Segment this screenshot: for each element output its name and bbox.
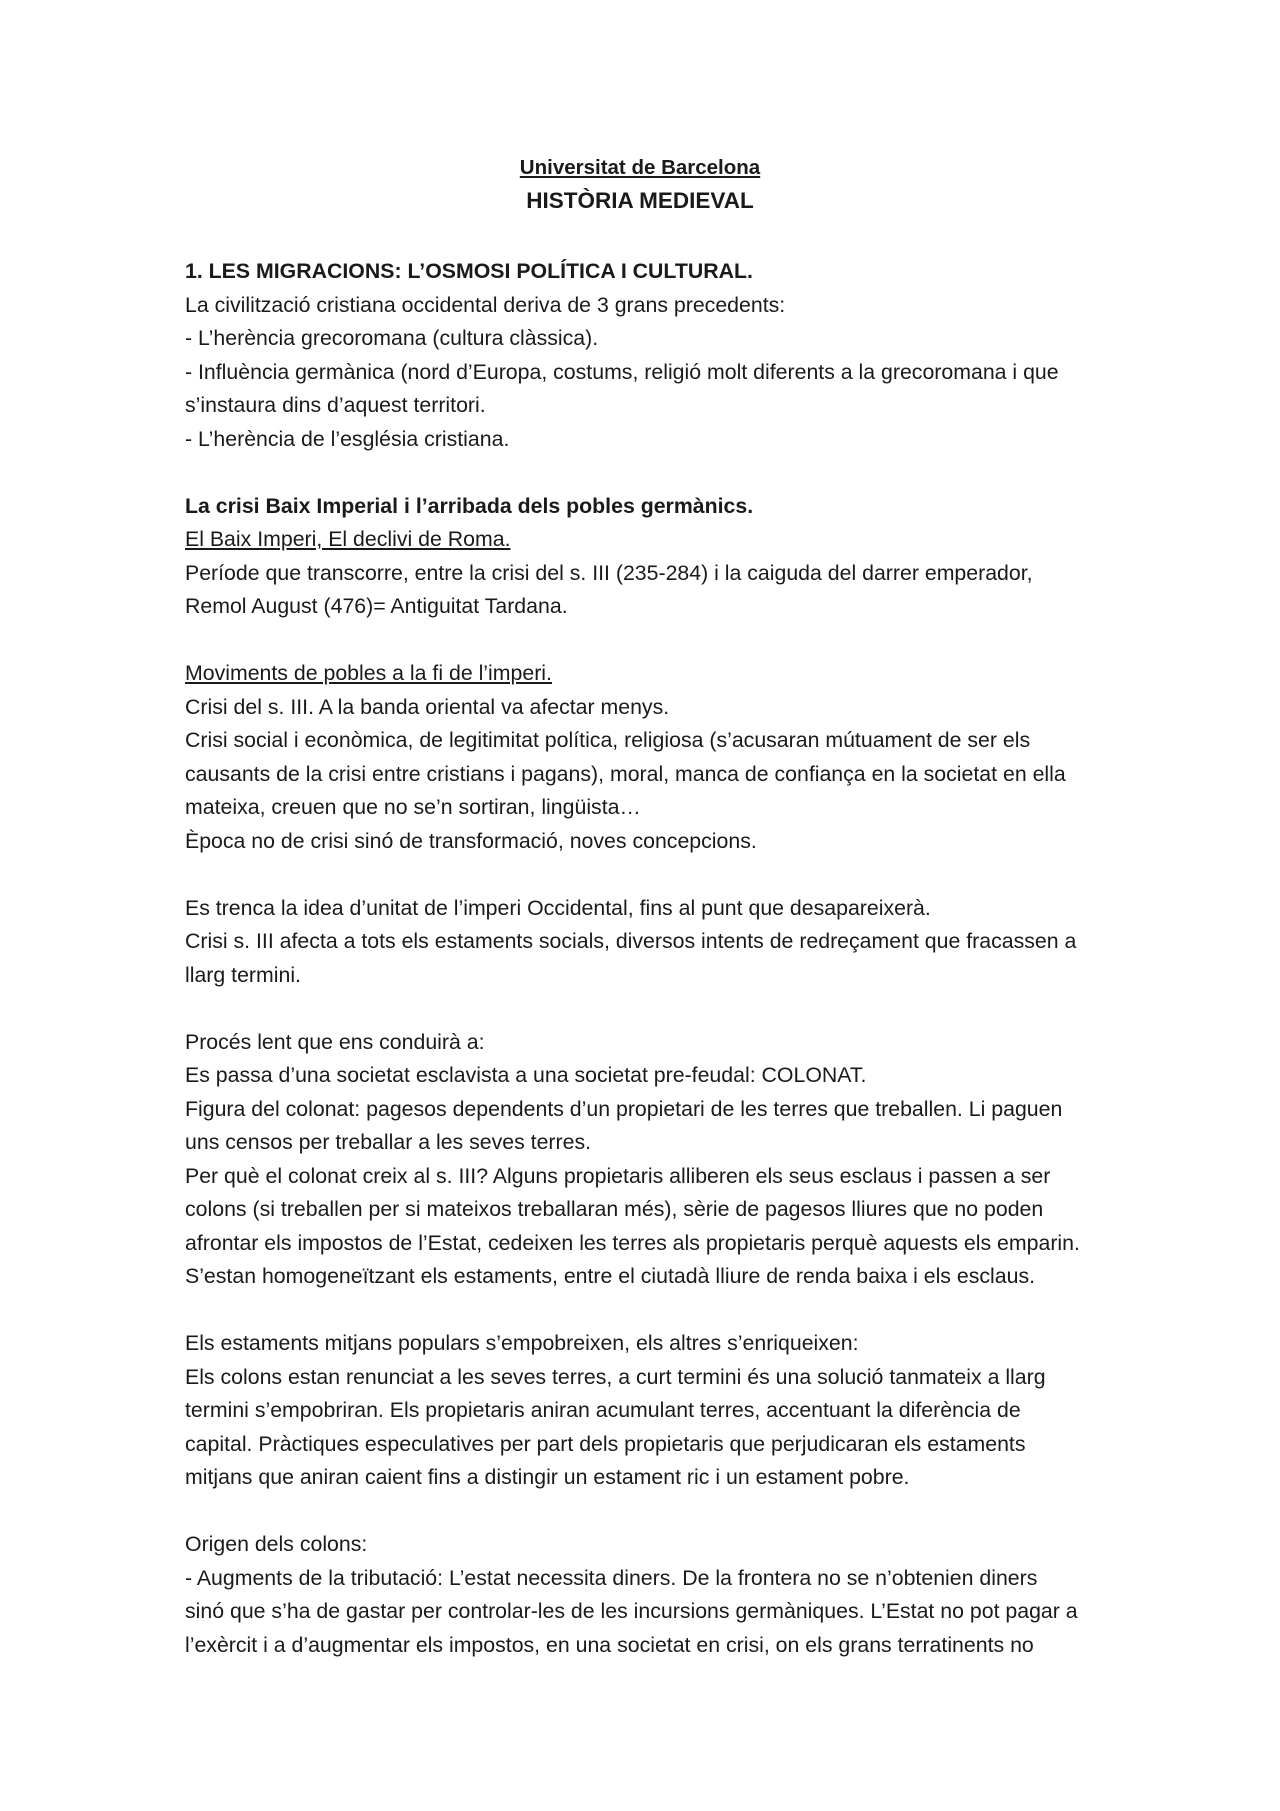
text-line: Es trenca la idea d’unitat de l’imperi Occidental, fins al punt que desapareixerà.	[185, 895, 931, 920]
text-line: La civilització cristiana occidental deriva de 3 grans precedents:	[185, 292, 786, 317]
text-line: causants de la crisi entre cristians i pagans), moral, manca de confiança en la societat en ella	[185, 761, 1066, 786]
text-line: - L’herència grecoromana (cultura clàssica).	[185, 326, 599, 350]
text-line: - Influència germànica (nord d’Europa, costums, religió molt diferents a la grecoromana i que	[185, 359, 1059, 384]
text-line: - L’herència de l’església cristiana.	[185, 426, 510, 451]
paragraph-gap	[185, 1294, 1105, 1328]
text-line: Crisi del s. III. A la banda oriental va afectar menys.	[185, 694, 670, 719]
text-line: Procés lent que ens conduirà a:	[185, 1029, 485, 1054]
paragraph-gap	[185, 992, 1105, 1026]
text-line: l’exèrcit i a d’augmentar els impostos, en una societat en crisi, on els grans terratinents no	[185, 1632, 1034, 1657]
paragraph-gap	[185, 1495, 1105, 1529]
text-line: Per què el colonat creix al s. III? Alguns propietaris alliberen els seus esclaus i passen a ser	[185, 1163, 1051, 1188]
text-line: Època no de crisi sinó de transformació, noves concepcions.	[185, 828, 757, 853]
subsection-heading: El Baix Imperi, El declivi de Roma.	[185, 527, 511, 551]
text-line: - Augments de la tributació: L’estat necessita diners. De la frontera no se n’obtenien diners	[185, 1565, 1038, 1590]
paragraph-gap	[185, 858, 1105, 892]
text-line: sinó que s’ha de gastar per controlar-les de les incursions germàniques. L’Estat no pot pagar a	[185, 1599, 1078, 1623]
text-line: Figura del colonat: pagesos dependents d’un propietari de les terres que treballen. Li paguen	[185, 1096, 1063, 1121]
text-line: llarg termini.	[185, 962, 301, 987]
text-line: uns censos per treballar a les seves terres.	[185, 1130, 592, 1154]
document-header	[0, 152, 1280, 218]
text-line: S’estan homogeneïtzant els estaments, entre el ciutadà lliure de renda baixa i els esclaus.	[185, 1264, 1036, 1288]
text-line: Els estaments mitjans populars s’empobreixen, els altres s’enriqueixen:	[185, 1331, 859, 1355]
section-2-heading: La crisi Baix Imperial i l’arribada dels pobles germànics.	[185, 493, 754, 518]
text-line: Crisi s. III afecta a tots els estaments socials, diversos intents de redreçament que fracassen a	[185, 929, 1077, 953]
text-line: Origen dels colons:	[185, 1532, 368, 1556]
text-line: mitjans que aniran caient fins a distingir un estament ric i un estament pobre.	[185, 1465, 910, 1489]
text-line: Crisi social i econòmica, de legitimitat política, religiosa (s’acusaran mútuament de ser els	[185, 728, 1031, 752]
document-body	[185, 255, 1105, 1662]
paragraph-gap	[185, 624, 1105, 658]
text-line: afrontar els impostos de l’Estat, cedeixen les terres als propietaris perquè aquests els emparin.	[185, 1230, 1080, 1255]
text-line: Remol August (476)= Antiguitat Tardana.	[185, 594, 568, 618]
text-line: s’instaura dins d’aquest territori.	[185, 393, 486, 417]
text-line: colons (si treballen per si mateixos treballaran més), sèrie de pagesos lliures que no poden	[185, 1197, 1044, 1221]
text-line: Període que transcorre, entre la crisi del s. III (235-284) i la caiguda del darrer emperador,	[185, 560, 1033, 585]
text-line: mateixa, creuen que no se’n sortiran, lingüista…	[185, 795, 641, 819]
text-line: capital. Pràctiques especulatives per part dels propietaris que perjudicaran els estaments	[185, 1431, 1026, 1456]
university-name: Universitat de Barcelona	[519, 156, 761, 179]
section-1-heading: 1. LES MIGRACIONS: L’OSMOSI POLÍTICA I CULTURAL.	[185, 259, 753, 283]
text-line: Els colons estan renunciat a les seves terres, a curt termini és una solució tanmateix a llarg	[185, 1364, 1046, 1389]
text-line: termini s’empobriran. Els propietaris aniran acumulant terres, accentuant la diferència de	[185, 1398, 1021, 1422]
paragraph-gap	[185, 456, 1105, 490]
text-line: Es passa d’una societat esclavista a una societat pre-feudal: COLONAT.	[185, 1063, 867, 1087]
course-title: HISTÒRIA MEDIEVAL	[526, 188, 754, 213]
subsection-heading: Moviments de pobles a la fi de l’imperi.	[185, 661, 552, 685]
